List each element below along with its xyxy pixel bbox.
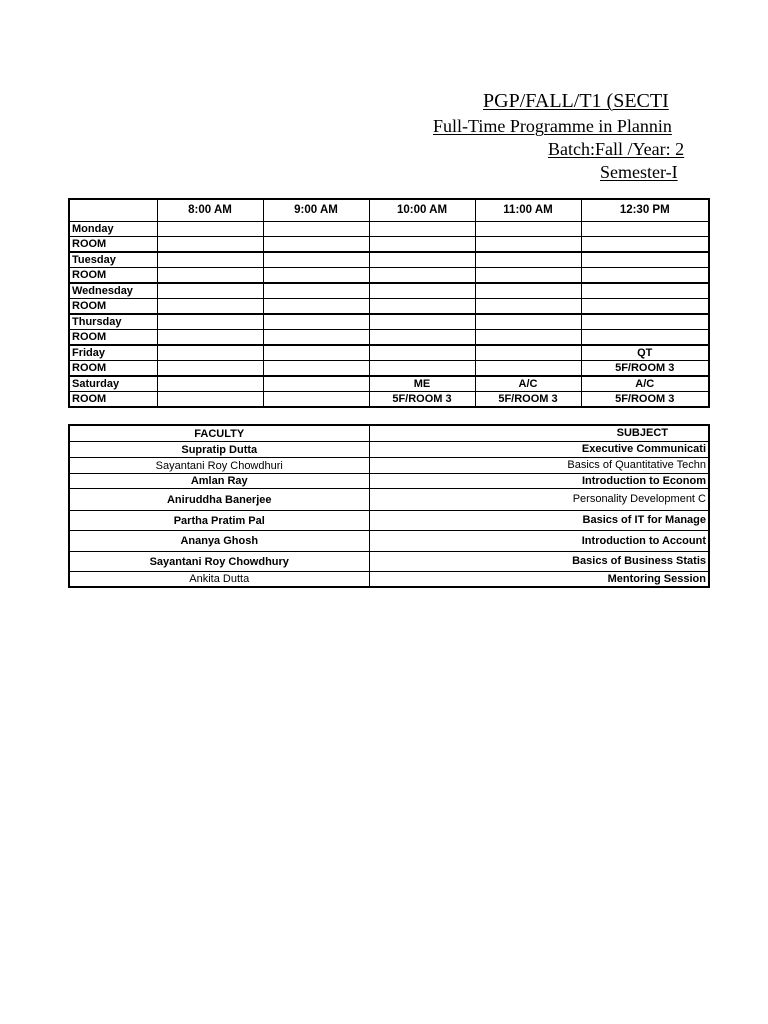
- faculty-row: [69, 531, 709, 552]
- schedule-cell: [475, 222, 581, 237]
- schedule-cell: [475, 268, 581, 284]
- schedule-cell: [157, 222, 263, 237]
- day-label: Tuesday: [69, 252, 157, 268]
- faculty-name: Sayantani Roy Chowdhuri: [69, 458, 369, 474]
- time-slot-header: 8:00 AM: [157, 199, 263, 222]
- semester-title: Semester-I: [600, 162, 678, 182]
- schedule-row: [69, 392, 709, 408]
- schedule-cell: [157, 314, 263, 330]
- schedule-cell: [263, 222, 369, 237]
- schedule-cell: [475, 345, 581, 361]
- schedule-cell: [157, 392, 263, 408]
- schedule-cell: [475, 237, 581, 253]
- schedule-cell: [369, 345, 475, 361]
- schedule-cell: 5F/ROOM 3: [581, 392, 709, 408]
- schedule-cell: [475, 330, 581, 346]
- schedule-cell: [369, 330, 475, 346]
- schedule-cell: [581, 222, 709, 237]
- schedule-cell: [475, 252, 581, 268]
- schedule-row: [69, 237, 709, 253]
- schedule-row: [69, 222, 709, 237]
- faculty-name: Ankita Dutta: [69, 572, 369, 588]
- day-label: Monday: [69, 222, 157, 237]
- schedule-cell: ME: [369, 376, 475, 392]
- faculty-row: [69, 489, 709, 511]
- schedule-row: [69, 330, 709, 346]
- faculty-row: [69, 474, 709, 489]
- subject-name: Basics of Business Statis: [369, 552, 709, 572]
- faculty-header-row: [69, 425, 709, 442]
- schedule-cell: [581, 268, 709, 284]
- schedule-cell: [369, 268, 475, 284]
- schedule-cell: [263, 314, 369, 330]
- schedule-cell: A/C: [475, 376, 581, 392]
- faculty-subject-table: [68, 424, 710, 588]
- faculty-name: Aniruddha Banerjee: [69, 489, 369, 511]
- schedule-cell: [263, 330, 369, 346]
- day-label: Saturday: [69, 376, 157, 392]
- schedule-cell: [157, 330, 263, 346]
- schedule-row: [69, 376, 709, 392]
- faculty-row: [69, 552, 709, 572]
- faculty-name: Amlan Ray: [69, 474, 369, 489]
- schedule-row: [69, 283, 709, 299]
- day-label: Wednesday: [69, 283, 157, 299]
- time-slot-header: 11:00 AM: [475, 199, 581, 222]
- subject-name: Mentoring Session: [369, 572, 709, 588]
- room-label: ROOM: [69, 268, 157, 284]
- schedule-cell: [263, 376, 369, 392]
- faculty-name: Supratip Dutta: [69, 442, 369, 458]
- faculty-name: Sayantani Roy Chowdhury: [69, 552, 369, 572]
- room-label: ROOM: [69, 299, 157, 315]
- day-label: Thursday: [69, 314, 157, 330]
- subject-name: Executive Communicati: [369, 442, 709, 458]
- schedule-cell: A/C: [581, 376, 709, 392]
- subject-name: Introduction to Econom: [369, 474, 709, 489]
- room-label: ROOM: [69, 361, 157, 377]
- schedule-cell: 5F/ROOM 3: [475, 392, 581, 408]
- schedule-cell: [581, 237, 709, 253]
- room-label: ROOM: [69, 392, 157, 408]
- schedule-cell: [369, 283, 475, 299]
- schedule-cell: [475, 314, 581, 330]
- faculty-row: [69, 442, 709, 458]
- schedule-row: [69, 299, 709, 315]
- schedule-cell: [475, 361, 581, 377]
- corner-cell: [69, 199, 157, 222]
- room-label: ROOM: [69, 330, 157, 346]
- schedule-cell: [369, 314, 475, 330]
- faculty-name: Ananya Ghosh: [69, 531, 369, 552]
- schedule-cell: [263, 299, 369, 315]
- schedule-row: [69, 252, 709, 268]
- schedule-table: [68, 198, 710, 408]
- schedule-cell: [263, 268, 369, 284]
- faculty-row: [69, 572, 709, 588]
- schedule-header-row: [69, 199, 709, 222]
- time-slot-header: 10:00 AM: [369, 199, 475, 222]
- subject-name: Introduction to Account: [369, 531, 709, 552]
- faculty-row: [69, 458, 709, 474]
- time-slot-header: 9:00 AM: [263, 199, 369, 222]
- schedule-cell: QT: [581, 345, 709, 361]
- schedule-row: [69, 361, 709, 377]
- schedule-cell: [263, 252, 369, 268]
- schedule-cell: [581, 299, 709, 315]
- schedule-cell: [157, 237, 263, 253]
- schedule-cell: [157, 268, 263, 284]
- schedule-cell: [263, 283, 369, 299]
- faculty-name: Partha Pratim Pal: [69, 511, 369, 531]
- schedule-row: [69, 345, 709, 361]
- subject-column-header: SUBJECT: [369, 425, 709, 442]
- subject-name: Personality Development C: [369, 489, 709, 511]
- subject-name: Basics of Quantitative Techn: [369, 458, 709, 474]
- schedule-cell: [369, 252, 475, 268]
- schedule-cell: [263, 237, 369, 253]
- schedule-row: [69, 268, 709, 284]
- faculty-row: [69, 511, 709, 531]
- schedule-cell: [157, 345, 263, 361]
- schedule-cell: [581, 330, 709, 346]
- schedule-cell: [581, 252, 709, 268]
- schedule-cell: [369, 299, 475, 315]
- schedule-cell: [263, 361, 369, 377]
- schedule-cell: [157, 252, 263, 268]
- schedule-cell: [157, 376, 263, 392]
- schedule-cell: [263, 392, 369, 408]
- schedule-cell: [369, 222, 475, 237]
- schedule-cell: [475, 299, 581, 315]
- schedule-cell: [157, 299, 263, 315]
- day-label: Friday: [69, 345, 157, 361]
- schedule-cell: [157, 361, 263, 377]
- schedule-cell: [263, 345, 369, 361]
- schedule-row: [69, 314, 709, 330]
- schedule-cell: [369, 361, 475, 377]
- time-slot-header: 12:30 PM: [581, 199, 709, 222]
- schedule-cell: 5F/ROOM 3: [581, 361, 709, 377]
- schedule-cell: 5F/ROOM 3: [369, 392, 475, 408]
- subject-name: Basics of IT for Manage: [369, 511, 709, 531]
- schedule-cell: [581, 314, 709, 330]
- programme-title: Full-Time Programme in Plannin: [433, 116, 672, 136]
- schedule-cell: [369, 237, 475, 253]
- batch-title: Batch:Fall /Year: 2: [548, 139, 685, 159]
- faculty-column-header: FACULTY: [69, 425, 369, 442]
- room-label: ROOM: [69, 237, 157, 253]
- schedule-cell: [581, 283, 709, 299]
- schedule-cell: [157, 283, 263, 299]
- schedule-cell: [475, 283, 581, 299]
- page-title: PGP/FALL/T1 (SECTI: [483, 90, 669, 112]
